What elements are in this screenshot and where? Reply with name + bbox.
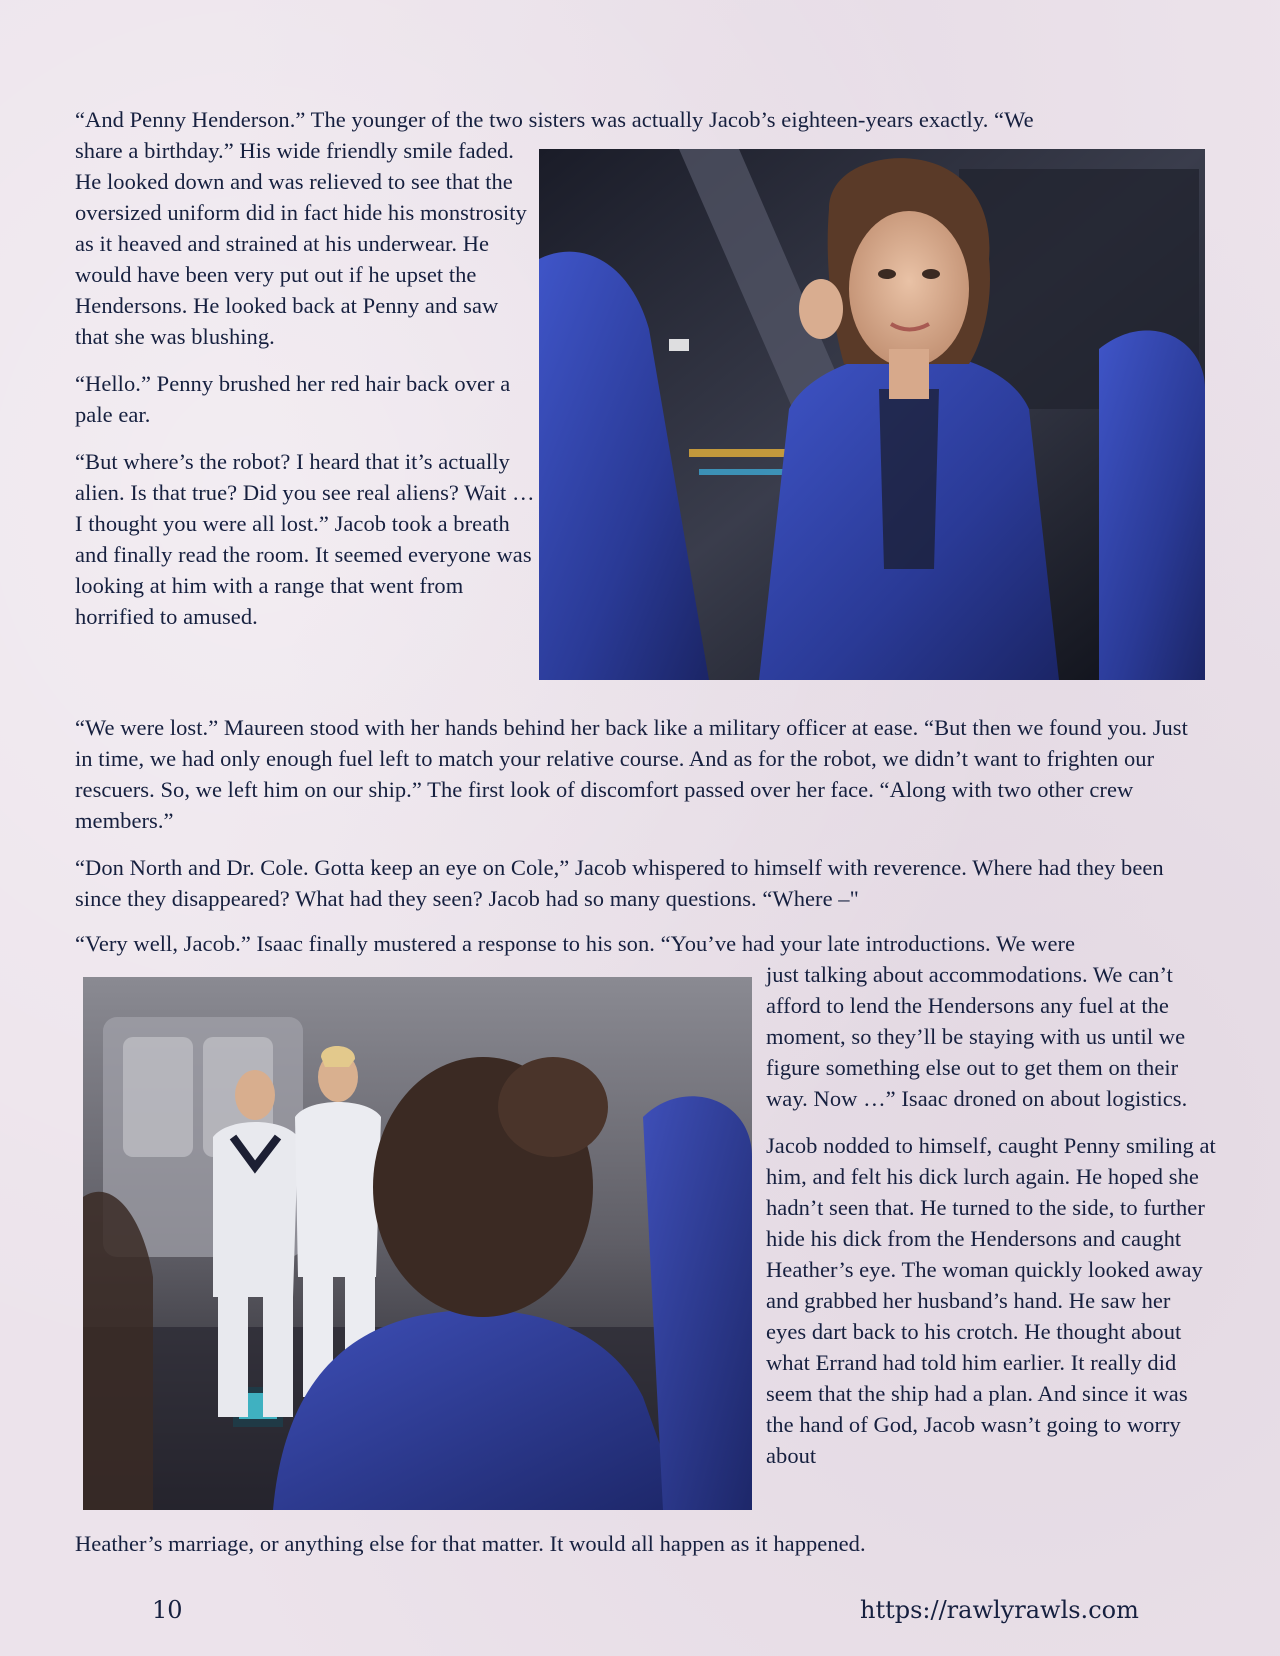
paragraph-text: “And Penny Henderson.” The younger of the two sisters was actually Jacob’s eighteen-years exactly. “We <box>75 107 1034 132</box>
paragraph-maureen: “We were lost.” Maureen stood with her hands behind her back like a military officer at ease. “But then we found you. Just in time, we had only enough fuel left to match your relative course. And as for the robot, we didn’t want to frighten our rescuers. So, we left him on our ship.” The first look of discomfort passed over her face. “Along with two other crew members.” <box>75 715 1188 833</box>
paragraph-jacob-nodded: Jacob nodded to himself, caught Penny smiling at him, and felt his dick lurch again. He hoped she hadn’t seen that. He turned to the side, to further hide his dick from the Hendersons and caught Heather’s eye. The woman quickly looked away and grabbed her husband’s hand. He saw her eyes dart back to his crotch. He thought about what Errand had told him earlier. It really did seem that the ship had a plan. And since it was the hand of God, Jacob wasn’t going to worry about <box>766 1133 1216 1468</box>
paragraph-isaac-first-line <box>75 928 1210 959</box>
right-column-text <box>766 959 1216 1471</box>
paragraph-penny-hello: “Hello.” Penny brushed her red hair back over a pale ear. <box>75 371 511 427</box>
website-link[interactable]: https://rawlyrawls.com <box>860 1596 1139 1624</box>
paragraph-accommodations: just talking about accommodations. We can’t afford to lend the Hendersons any fuel at the moment, so they’ll be staying with us until we figure something else out to get them on their way. Now …” Isaac droned on about logistics. <box>766 962 1188 1111</box>
illustration-penny-smiling <box>539 149 1205 680</box>
page-number: 10 <box>152 1596 183 1624</box>
paragraph-robot-question: “But where’s the robot? I heard that it’s actually alien. Is that true? Did you see real aliens? Wait … I thought you were all lost.” Jacob took a breath and finally read the room. It seemed everyone was looking at him with a range that went from horrified to amused. <box>75 449 535 629</box>
middle-text <box>75 712 1210 914</box>
paragraph-text: “Very well, Jacob.” Isaac finally mustered a response to his son. “You’ve had your late introductions. We were <box>75 931 1076 956</box>
paragraph-text: Heather’s marriage, or anything else for that matter. It would all happen as it happened. <box>75 1531 866 1556</box>
paragraph-penny-intro: share a birthday.” His wide friendly smile faded. He looked down and was relieved to see that the oversized uniform did in fact hide his monstrosity as it heaved and strained at his underwear. He would have been very put out if he upset the Hendersons. He looked back at Penny and saw that she was blushing. <box>75 138 527 349</box>
paragraph-don-north: “Don North and Dr. Cole. Gotta keep an eye on Cole,” Jacob whispered to himself with reverence. Where had they been since they disappeared? What had they seen? Jacob had so many questions. “Where –" <box>75 855 1164 911</box>
paragraph-final-line <box>75 1528 1210 1559</box>
illustration-crew-meeting <box>83 977 752 1510</box>
paragraph-penny-intro-first-line <box>75 104 1210 135</box>
left-column-text <box>75 135 535 632</box>
